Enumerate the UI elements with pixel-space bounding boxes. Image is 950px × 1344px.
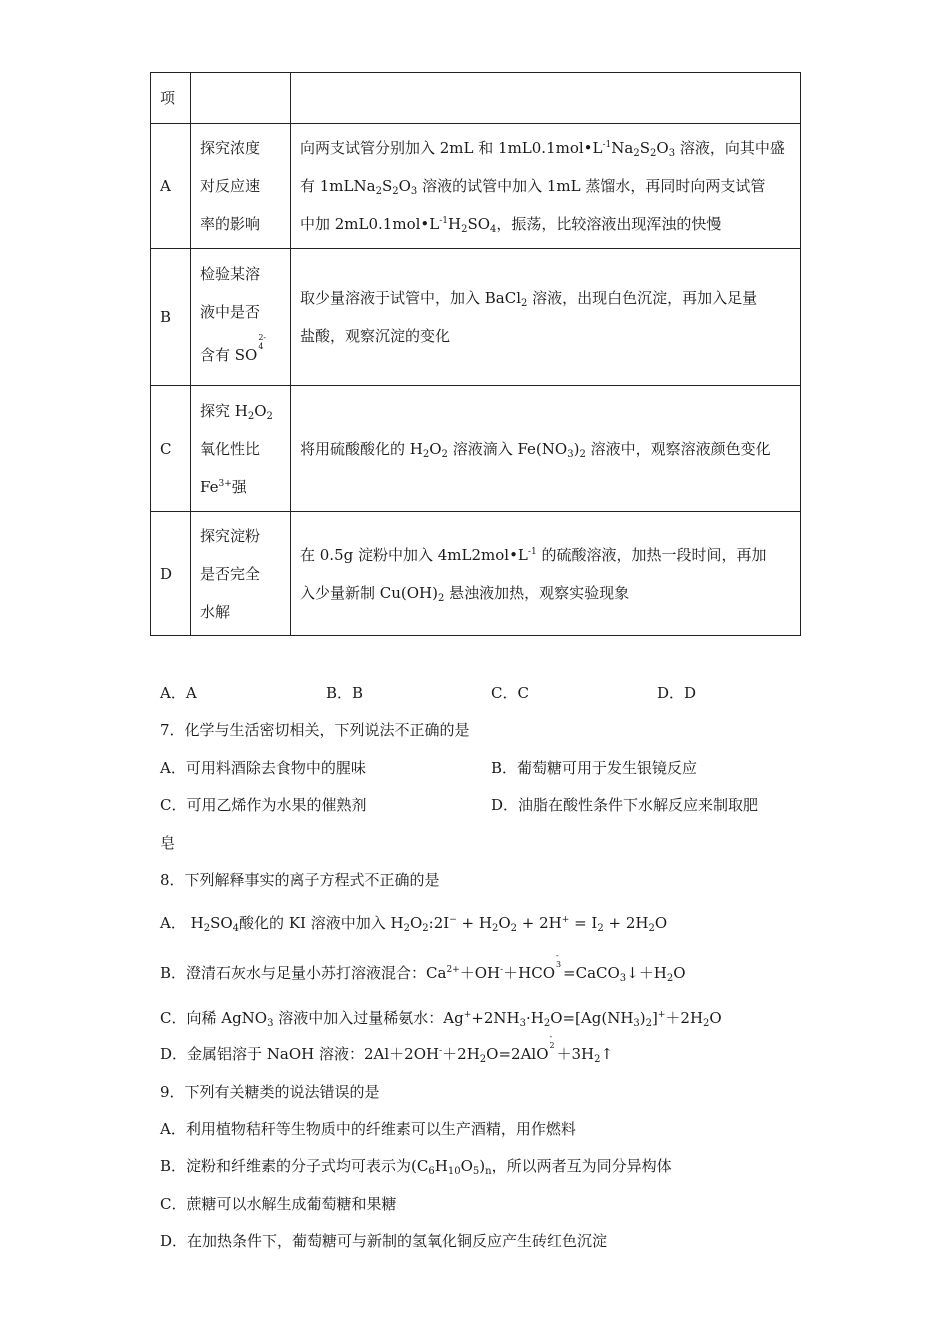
q9-option-c[interactable]: C．蔗糖可以水解生成葡萄糖和果糖: [160, 1195, 397, 1213]
purpose-line: 氧化性比: [200, 439, 261, 458]
option-label: D: [160, 564, 173, 583]
purpose-line: 检验某溶: [200, 265, 261, 283]
q7-option-d-continuation: 皂: [160, 834, 176, 852]
table-row-c: [151, 386, 801, 512]
purpose-cell-a: [191, 124, 291, 249]
operation-cell-b: [291, 249, 801, 386]
purpose-cell-c: [191, 386, 291, 512]
table-row-a: [151, 124, 801, 249]
option-label: A: [160, 177, 171, 195]
operation-line: 向两支试管分别加入 2mL 和 $1mL0.1mol•L^{-1}Na_2S_2O_3$ 溶液，向其中盛: [300, 139, 785, 159]
q8-stem: 8．下列解释事实的离子方程式不正确的是: [160, 871, 440, 889]
purpose-line: 探究浓度: [200, 139, 261, 157]
purpose-line: 探究 $H_2O_2$: [200, 401, 273, 422]
header-item-text: 项: [160, 89, 176, 107]
table-row-d: [151, 512, 801, 636]
option-cell-a: [151, 124, 191, 249]
purpose-line: 是否完全: [200, 564, 261, 583]
operation-cell-d: [291, 512, 801, 636]
header-cell-purpose: [191, 73, 291, 124]
q6-option-c[interactable]: C．C: [491, 684, 529, 702]
q8-option-b[interactable]: B．澄清石灰水与足量小苏打溶液混合：$Ca^{2+}+OH^-+HCO$ - 3 $=CaCO_3↓+H_2O$: [160, 951, 686, 984]
q6-option-b[interactable]: B．B: [326, 684, 364, 702]
q6-option-d[interactable]: D．D: [657, 684, 697, 702]
option-cell-d: [151, 512, 191, 636]
q7-stem: 7．化学与生活密切相关，下列说法不正确的是: [160, 721, 470, 739]
operation-line: 中加 $2mL0.1mol•L^{-1}H_2SO_4$，振荡，比较溶液出现浑浊的快慢: [300, 215, 722, 235]
purpose-line: 含有 SO 2- 4: [200, 333, 267, 364]
operation-cell-c: [291, 386, 801, 512]
purpose-cell-b: [191, 249, 291, 386]
purpose-line: 液中是否: [200, 303, 261, 321]
option-cell-c: [151, 386, 191, 512]
operation-line: 将用硫酸酸化的 $H_2O_2$ 溶液滴入 $Fe(NO_3)_2$ 溶液中，观察溶液颜色变化: [300, 439, 771, 460]
option-label: B: [160, 308, 172, 326]
table-header-row: [151, 73, 801, 124]
q8-option-d[interactable]: D．金属铝溶于 NaOH 溶液：$2Al+2OH^-+2H_2O=2AlO$ - 2 $+3H_2↑$: [160, 1032, 614, 1065]
operation-line: 取少量溶液于试管中，加入 BaCl$_2$ 溶液，出现白色沉淀，再加入足量: [300, 289, 758, 309]
operation-line: 在 0.5g 淀粉中加入 $4mL2mol•L^{-1}$ 的硫酸溶液，加热一段时间，再加: [300, 545, 767, 564]
q9-option-b[interactable]: B．淀粉和纤维素的分子式均可表示为$(C_6H_{10}O_5)_n$，所以两者互为同分异构体: [160, 1157, 672, 1177]
q7-option-d[interactable]: D．油脂在酸性条件下水解反应来制取肥: [491, 796, 759, 814]
q8-option-c[interactable]: C．向稀 AgNO$_3$ 溶液中加入过量稀氨水：$Ag^++2NH_3\cdot H_2O=[Ag(NH_3)_2]^++2H_2O$: [160, 1009, 722, 1029]
q7-option-b[interactable]: B．葡萄糖可用于发生银镜反应: [491, 759, 698, 777]
operation-line: 有 $1mLNa_2S_2O_3$ 溶液的试管中加入 1mL 蒸馏水，再同时向两支试管: [300, 177, 766, 197]
q9-option-a[interactable]: A．利用植物秸秆等生物质中的纤维素可以生产酒精，用作燃料: [160, 1120, 576, 1138]
header-cell-operation: [291, 73, 801, 124]
experiment-table: [150, 72, 801, 636]
header-cell-item: [151, 73, 191, 124]
operation-line: 盐酸，观察沉淀的变化: [300, 327, 451, 345]
purpose-cell-d: [191, 512, 291, 636]
purpose-line: 水解: [200, 602, 231, 621]
q7-option-c[interactable]: C．可用乙烯作为水果的催熟剂: [160, 796, 367, 814]
purpose-line: 对反应速: [200, 177, 261, 195]
table-row-b: [151, 249, 801, 386]
operation-line: 入少量新制 $Cu(OH)_2$ 悬浊液加热，观察实验现象: [300, 583, 630, 604]
purpose-line: $Fe^{3+}$强: [200, 477, 247, 496]
option-cell-b: [151, 249, 191, 386]
q7-option-a[interactable]: A．可用料酒除去食物中的腥味: [160, 759, 366, 777]
q6-option-a[interactable]: A．A: [160, 684, 197, 702]
purpose-line: 率的影响: [200, 215, 261, 233]
q9-stem: 9．下列有关糖类的说法错误的是: [160, 1083, 380, 1101]
purpose-line: 探究淀粉: [200, 526, 261, 545]
q8-option-a[interactable]: A． $H_2SO_4$酸化的 KI 溶液中加入 $H_2O_2:2I^- + H_2O_2 + 2H^+ = I_2 + 2H_2O$: [160, 914, 668, 934]
operation-cell-a: [291, 124, 801, 249]
option-label: C: [160, 439, 172, 458]
q9-option-d[interactable]: D．在加热条件下，葡萄糖可与新制的氢氧化铜反应产生砖红色沉淀: [160, 1232, 608, 1250]
